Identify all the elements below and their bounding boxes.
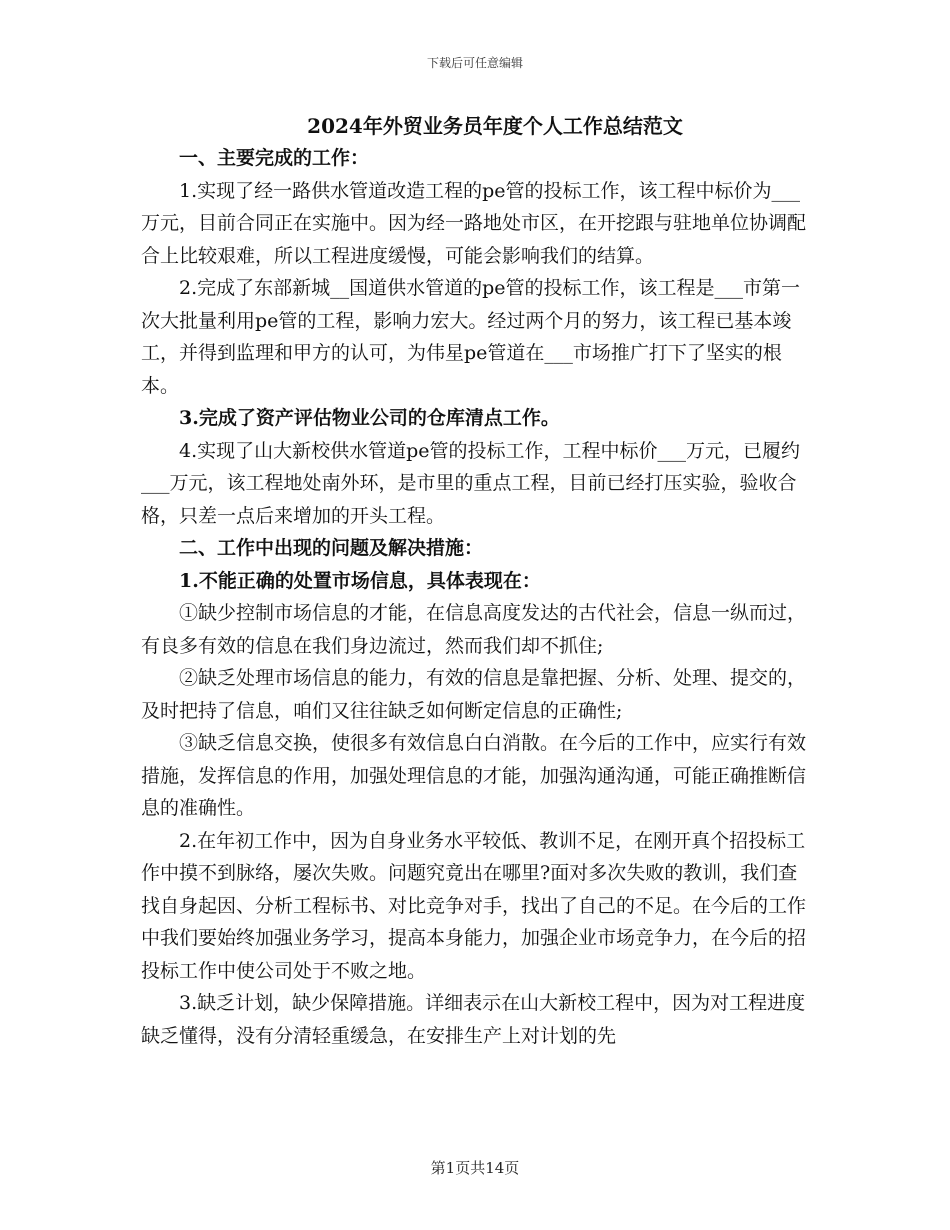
paragraph: 一、主要完成的工作： — [179, 147, 370, 169]
paragraph: ②缺乏处理市场信息的能力，有效的信息是靠把握、分析、处理、提交的，及时把持了信息，咱们又往往缺乏如何断定信息的正确性; — [141, 667, 807, 722]
paragraph: 1.实现了经一路供水管道改造工程的pe管的投标工作，该工程中标价为___万元，目前合同正在实施中。因为经一路地处市区，在开挖跟与驻地单位协调配合上比较艰难，所以工程进度缓慢，可能会影响我们的结算。 — [141, 179, 807, 267]
page-footer: 第1页共14页 — [430, 1159, 520, 1177]
document-title: 2024年外贸业务员年度个人工作总结范文 — [307, 114, 683, 138]
paragraph: 4.实现了山大新校供水管道pe管的投标工作，工程中标价___万元，已履约___万元，该工程地处南外环，是市里的重点工程，目前已经打压实验，验收合格，只差一点后来增加的开头工程。 — [141, 439, 801, 527]
paragraph: 2.在年初工作中，因为自身业务水平较低、教训不足，在刚开真个招投标工作中摸不到脉络，屡次失败。问题究竟出在哪里?面对多次失败的教训，我们查找自身起因、分析工程标书、对比竞争对手，找出了自己的不足。在今后的工作中我们要始终加强业务学习，提高本身能力，加强企业市场竞争力，在今后的招投标工作中使公司处于不败之地。 — [141, 829, 807, 982]
document-body — [141, 142, 811, 1052]
paragraph: 3.完成了资产评估物业公司的仓库清点工作。 — [179, 407, 560, 429]
paragraph: ③缺乏信息交换，使很多有效信息白白消散。在今后的工作中，应实行有效措施，发挥信息的作用，加强处理信息的才能，加强沟通沟通，可能正确推断信息的准确性。 — [141, 732, 807, 819]
paragraph: 2.完成了东部新城__国道供水管道的pe管的投标工作，该工程是___市第一次大批量利用pe管的工程，影响力宏大。经过两个月的努力，该工程已基本竣工，并得到监理和甲方的认可，为伟星pe管道在___市场推广打下了坚实的根本。 — [141, 277, 801, 397]
paragraph: 二、工作中出现的问题及解决措施： — [179, 537, 484, 559]
page-header: 下载后可任意编辑 — [426, 56, 523, 70]
paragraph: 3.缺乏计划，缺少保障措施。详细表示在山大新校工程中，因为对工程进度缺乏懂得，没有分清轻重缓急，在安排生产上对计划的先 — [141, 992, 806, 1047]
paragraph: ①缺少控制市场信息的才能，在信息高度发达的古代社会，信息一纵而过，有良多有效的信息在我们身边流过，然而我们却不抓住; — [141, 602, 807, 657]
paragraph: 1.不能正确的处置市场信息，具体表现在： — [179, 569, 541, 592]
